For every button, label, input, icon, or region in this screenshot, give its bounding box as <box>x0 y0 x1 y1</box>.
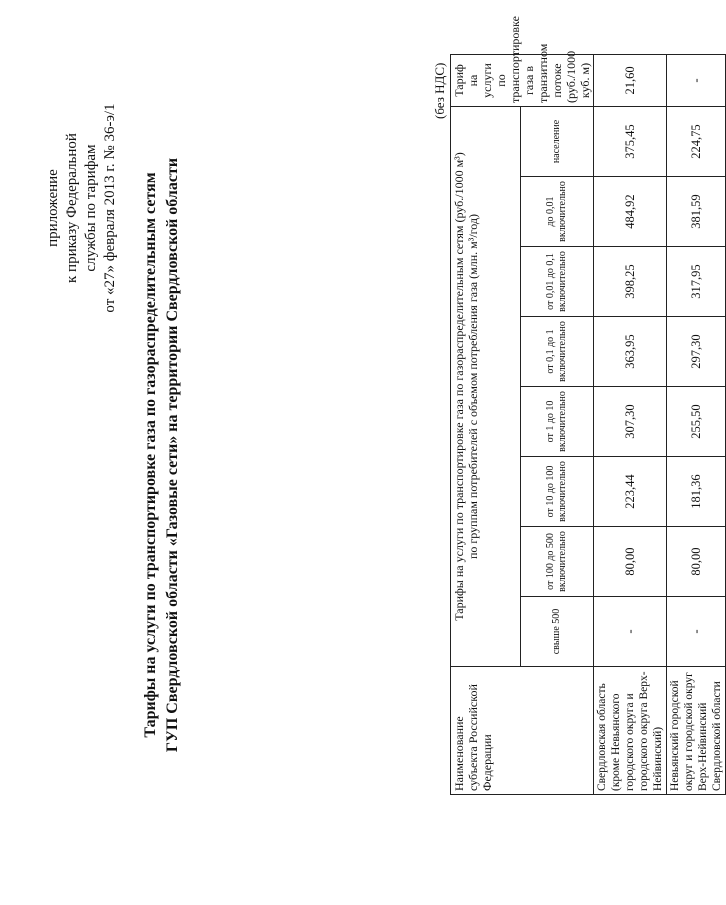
subheader-cell: от 1 до 10 включительно <box>521 387 594 457</box>
table-cell: 255,50 <box>667 387 726 457</box>
subheader-cell: от 0,01 до 0,1 включительно <box>521 247 594 317</box>
appendix-note <box>44 48 120 368</box>
table-cell: 297,30 <box>667 317 726 387</box>
table-cell: 398,25 <box>594 247 667 317</box>
document-title <box>140 95 184 815</box>
table-cell: 181,36 <box>667 457 726 527</box>
tariff-table <box>450 16 726 795</box>
subheader-cell: от 0,1 до 1 включительно <box>521 317 594 387</box>
table-cell: 375,45 <box>594 106 667 176</box>
table-cell: 363,95 <box>594 317 667 387</box>
appendix-line: от «27» февраля 2013 г. № 36-э/1 <box>102 103 118 313</box>
subheader-cell: до 0,01 включительно <box>521 177 594 247</box>
appendix-line: приложение <box>45 169 61 247</box>
table-cell: 80,00 <box>667 527 726 597</box>
table-cell: 317,95 <box>667 247 726 317</box>
table-cell: 80,00 <box>594 527 667 597</box>
table-row <box>594 54 667 794</box>
table-cell: - <box>667 597 726 667</box>
table-cell: - <box>594 597 667 667</box>
header-transit: Тариф на услуги по транспортировке газа в транзитном потоке (руб./1000 куб. м) <box>451 54 594 106</box>
header-group-line-2: по группам потребителей с объемом потребления газа (млн. м³/год) <box>466 213 480 560</box>
header-tariff-group <box>451 106 521 666</box>
vat-note: (без НДС) <box>432 62 447 119</box>
table-cell-transit: - <box>667 54 726 106</box>
subheader-cell: население <box>521 106 594 176</box>
header-subject: Наименование субъекта Российской Федерации <box>451 667 594 795</box>
title-line-2: ГУП Свердловской области «Газовые сети» на территории Свердловской области <box>164 157 181 753</box>
subheader-cell: от 100 до 500 включительно <box>521 527 594 597</box>
appendix-line: к приказу Федеральной <box>64 133 80 283</box>
table-cell: 484,92 <box>594 177 667 247</box>
table-cell: 224,75 <box>667 106 726 176</box>
table-cell: 307,30 <box>594 387 667 457</box>
appendix-line: службы по тарифам <box>83 144 99 272</box>
header-group-line-1: Тарифы на услуги по транспортировке газа по газораспределительным сетям (руб./1000 м³) <box>452 152 466 621</box>
row-subject-name: Невьянский городской округ и городской округ Верх-Нейвинский Свердловской области <box>667 667 726 795</box>
subheader-cell: свыше 500 <box>521 597 594 667</box>
row-subject-name: Свердловская область (кроме Невьянского городского округа и городского округа Верх-Нейвинский) <box>594 667 667 795</box>
title-line-1: Тарифы на услуги по транспортировке газа по газораспределительным сетям <box>142 172 159 738</box>
table-cell-transit: 21,60 <box>594 54 667 106</box>
table-cell: 381,59 <box>667 177 726 247</box>
table-cell: 223,44 <box>594 457 667 527</box>
subheader-cell: от 10 до 100 включительно <box>521 457 594 527</box>
table-row <box>667 54 726 794</box>
